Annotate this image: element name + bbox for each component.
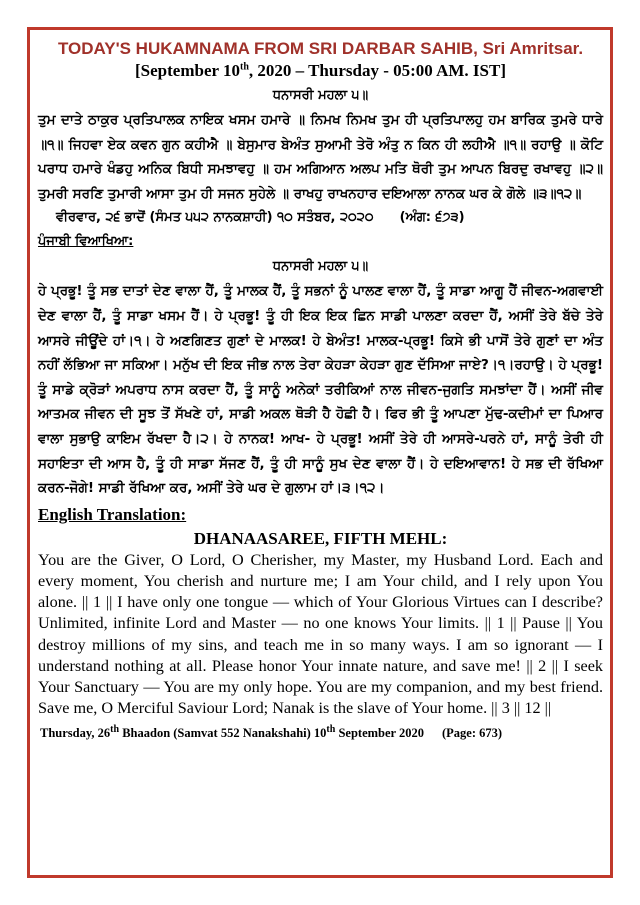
footer-prefix: Thursday, 26 xyxy=(40,726,111,741)
nanakshahi-date: ਵੀਰਵਾਰ, ੨੬ ਭਾਦੋਂ (ਸੰਮਤ ੫੫੨ ਨਾਨਕਸ਼ਾਹੀ) ੧੦ ਸਤੰਬਰ, ੨੦੨੦ xyxy=(56,210,374,226)
footer-ordinal-2: th xyxy=(326,724,336,736)
document-date xyxy=(38,60,603,82)
raag-heading: ਧਨਾਸਰੀ ਮਹਲਾ ੫॥ xyxy=(272,88,369,103)
english-heading: DHANAASAREE, FIFTH MEHL: xyxy=(193,528,448,548)
document-title: TODAY'S HUKAMNAMA FROM SRI DARBAR SAHIB, Sri Amritsar. xyxy=(57,39,584,58)
hukamnama-document xyxy=(38,38,603,743)
footer-date-line xyxy=(38,723,603,743)
ang-number: (ਅੰਗ: ੬੭੩) xyxy=(399,210,465,226)
date-ordinal: th xyxy=(239,61,249,73)
footer-ordinal-1: th xyxy=(110,724,120,736)
nanakshahi-date-line xyxy=(38,206,603,230)
date-prefix: [September 10 xyxy=(135,61,240,80)
punjabi-explanation: ਹੇ ਪ੍ਰਭੂ! ਤੂੰ ਸਭ ਦਾਤਾਂ ਦੇਣ ਵਾਲਾ ਹੈਂ, ਤੂੰ ਮਾਲਕ ਹੈਂ, ਤੂੰ ਸਭਨਾਂ ਨੂੰ ਪਾਲਣ ਵਾਲਾ ਹੈਂ, ਤੂੰ ਸਾਡਾ ਆਗੂ ਹੈਂ ਜੀਵਨ-ਅਗਵਾਈ ਦੇਣ ਵਾਲਾ ਹੈਂ, ਤੂੰ ਸਾਡਾ ਖਸਮ ਹੈਂ। ਹੇ ਪ੍ਰਭੂ! ਤੂੰ ਹੀ ਇਕ ਇਕ ਛਿਨ ਸਾਡੀ ਪਾਲਣਾ ਕਰਦਾ ਹੈਂ, ਅਸੀਂ ਤੇਰੇ ਬੱਚੇ ਤੇਰੇ ਆਸਰੇ ਜੀਊਂਦੇ ਹਾਂ।੧। ਹੇ ਅਣਗਿਣਤ ਗੁਣਾਂ ਦੇ ਮਾਲਕ! ਹੇ ਬੇਅੰਤ! ਮਾਲਕ-ਪ੍ਰਭੂ! ਕਿਸੇ ਭੀ ਪਾਸੋਂ ਤੇਰੇ ਗੁਣਾਂ ਦਾ ਅੰਤ ਨਹੀਂ ਲੱਭਿਆ ਜਾ ਸਕਿਆ। ਮਨੁੱਖ ਦੀ ਇਕ ਜੀਭ ਨਾਲ ਤੇਰਾ ਕੇਹੜਾ ਕੇਹੜਾ ਗੁਣ ਦੱਸਿਆ ਜਾਏ?।੧।ਰਹਾਉ। ਹੇ ਪ੍ਰਭੂ! ਤੂੰ ਸਾਡੇ ਕ੍ਰੋੜਾਂ ਅਪਰਾਧ ਨਾਸ ਕਰਦਾ ਹੈਂ, ਤੂੰ ਸਾਨੂੰ ਅਨੇਕਾਂ ਤਰੀਕਿਆਂ ਨਾਲ ਜੀਵਨ-ਜੁਗਤਿ ਸਮਝਾਂਦਾ ਹੈਂ। ਅਸੀਂ ਜੀਵ ਆਤਮਕ ਜੀਵਨ ਦੀ ਸੂਝ ਤੋਂ ਸੱਖਣੇ ਹਾਂ, ਸਾਡੀ ਅਕਲ ਥੋੜੀ ਹੈ ਹੋਛੀ ਹੈ। ਫਿਰ ਭੀ ਤੂੰ ਆਪਣਾ ਮੁੱਢ-ਕਦੀਮਾਂ ਦਾ ਪਿਆਰ ਵਾਲਾ ਸੁਭਾਉ ਕਾਇਮ ਰੱਖਦਾ ਹੈ।੨। ਹੇ ਨਾਨਕ! ਆਖ- ਹੇ ਪ੍ਰਭੂ! ਅਸੀਂ ਤੇਰੇ ਹੀ ਆਸਰੇ-ਪਰਨੇ ਹਾਂ, ਸਾਨੂੰ ਤੇਰੀ ਹੀ ਸਹਾਇਤਾ ਦੀ ਆਸ ਹੈ, ਤੂੰ ਹੀ ਸਾਡਾ ਸੱਜਣ ਹੈਂ, ਤੂੰ ਹੀ ਸਾਨੂੰ ਸੁਖ ਦੇਣ ਵਾਲਾ ਹੈਂ। ਹੇ ਦਇਆਵਾਨ! ਹੇ ਸਭ ਦੀ ਰੱਖਿਆ ਕਰਨ-ਜੋਗੇ! ਸਾਡੀ ਰੱਖਿਆ ਕਰ, ਅਸੀਂ ਤੇਰੇ ਘਰ ਦੇ ਗੁਲਾਮ ਹਾਂ।੩।੧੨। xyxy=(38,283,603,497)
english-translation: You are the Giver, O Lord, O Cherisher, my Master, my Husband Lord. Each and every moment, You cherish and nurture me; I am Your child, and I rely upon You alone. || 1 || I have only one tongue — which of Your Glorious Virtues can I describe? Unlimited, infinite Lord and Master — no one knows Your limits. || 1 || Pause || You destroy millions of my sins, and teach me in so many ways. I am so ignorant — I understand nothing at all. Please honor Your innate nature, and save me! || 2 || I seek Your Sanctuary — You are my only hope. You are my companion, and my best friend. Save me, O Merciful Saviour Lord; Nanak is the slave of Your home. || 3 || 12 || xyxy=(38,550,603,718)
footer-middle: Bhaadon (Samvat 552 Nanakshahi) 10 xyxy=(119,726,327,741)
date-suffix: , 2020 – Thursday - 05:00 AM. IST] xyxy=(248,61,506,80)
english-section-label: English Translation: xyxy=(38,504,187,524)
punjabi-raag-heading: ਧਨਾਸਰੀ ਮਹਲਾ ੫॥ xyxy=(272,259,369,275)
footer-page-number: (Page: 673) xyxy=(441,726,503,741)
shabad-text: ਤੁਮ ਦਾਤੇ ਠਾਕੁਰ ਪ੍ਰਤਿਪਾਲਕ ਨਾਇਕ ਖਸਮ ਹਮਾਰੇ ॥ ਨਿਮਖ ਨਿਮਖ ਤੁਮ ਹੀ ਪ੍ਰਤਿਪਾਲਹੁ ਹਮ ਬਾਰਿਕ ਤੁਮਰੇ ਧਾਰੇ ॥੧॥ ਜਿਹਵਾ ਏਕ ਕਵਨ ਗੁਨ ਕਹੀਐ ॥ ਬੇਸੁਮਾਰ ਬੇਅੰਤ ਸੁਆਮੀ ਤੇਰੋ ਅੰਤੁ ਨ ਕਿਨ ਹੀ ਲਹੀਐ ॥੧॥ ਰਹਾਉ ॥ ਕੋਟਿ ਪਰਾਧ ਹਮਾਰੇ ਖੰਡਹੁ ਅਨਿਕ ਬਿਧੀ ਸਮਝਾਵਹੁ ॥ ਹਮ ਅਗਿਆਨ ਅਲਪ ਮਤਿ ਥੋਰੀ ਤੁਮ ਆਪਨ ਬਿਰਦੁ ਰਖਾਵਹੁ ॥੨॥ ਤੁਮਰੀ ਸਰਣਿ ਤੁਮਾਰੀ ਆਸਾ ਤੁਮ ਹੀ ਸਜਨ ਸੁਹੇਲੇ ॥ ਰਾਖਹੁ ਰਾਖਨਹਾਰ ਦਇਆਲਾ ਨਾਨਕ ਘਰ ਕੇ ਗੋਲੇ ॥੩॥੧੨॥ xyxy=(38,112,603,202)
footer-suffix: September 2020 xyxy=(335,726,424,741)
punjabi-section-label: ਪੰਜਾਬੀ ਵਿਆਖਿਆ: xyxy=(38,234,134,250)
